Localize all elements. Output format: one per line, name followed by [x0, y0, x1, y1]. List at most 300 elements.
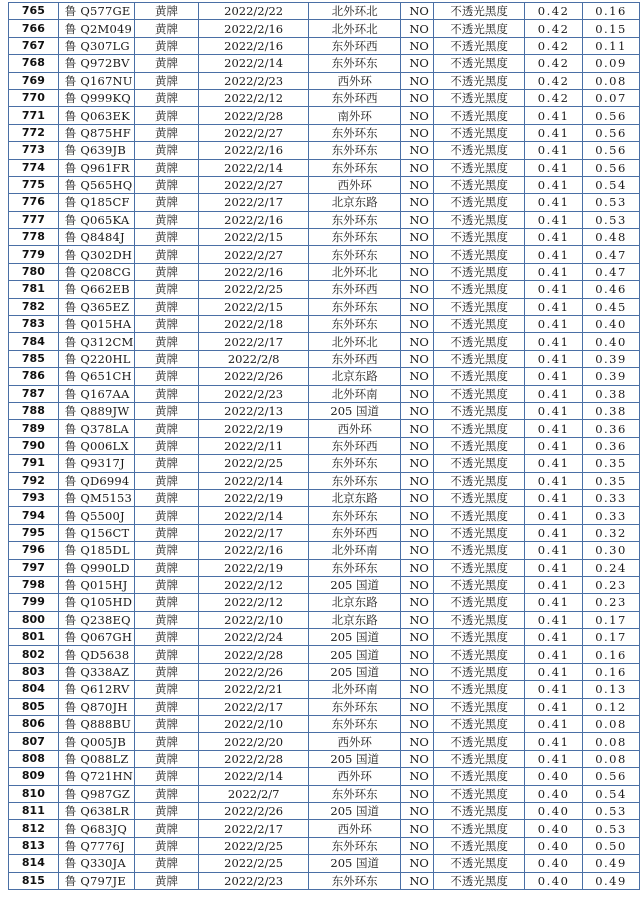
- limit-value-cell: 0.42: [525, 3, 583, 20]
- row-number-cell: 793: [9, 489, 59, 506]
- row-number-cell: 786: [9, 368, 59, 385]
- result-flag-cell: NO: [401, 524, 434, 541]
- row-number-cell: 772: [9, 124, 59, 141]
- row-number-cell: 782: [9, 298, 59, 315]
- measured-value-cell: 0.38: [583, 402, 640, 419]
- test-item-cell: 不透光黑度: [434, 663, 525, 680]
- location-cell: 205 国道: [309, 855, 401, 872]
- result-flag-cell: NO: [401, 437, 434, 454]
- test-item-cell: 不透光黑度: [434, 559, 525, 576]
- limit-value-cell: 0.41: [525, 681, 583, 698]
- limit-value-cell: 0.41: [525, 316, 583, 333]
- plate-color-cell: 黄牌: [134, 350, 199, 367]
- result-flag-cell: NO: [401, 316, 434, 333]
- measured-value-cell: 0.11: [583, 37, 640, 54]
- plate-number-cell: 鲁 Q330JA: [58, 855, 134, 872]
- measured-value-cell: 0.47: [583, 246, 640, 263]
- result-flag-cell: NO: [401, 107, 434, 124]
- limit-value-cell: 0.41: [525, 211, 583, 228]
- result-flag-cell: NO: [401, 194, 434, 211]
- test-item-cell: 不透光黑度: [434, 211, 525, 228]
- result-flag-cell: NO: [401, 594, 434, 611]
- result-flag-cell: NO: [401, 542, 434, 559]
- plate-number-cell: 鲁 Q167NU: [58, 72, 134, 89]
- measured-value-cell: 0.24: [583, 559, 640, 576]
- plate-number-cell: 鲁 Q063EK: [58, 107, 134, 124]
- limit-value-cell: 0.41: [525, 524, 583, 541]
- measured-value-cell: 0.08: [583, 716, 640, 733]
- location-cell: 西外环: [309, 420, 401, 437]
- row-number-cell: 798: [9, 576, 59, 593]
- plate-number-cell: 鲁 Q638LR: [58, 802, 134, 819]
- test-item-cell: 不透光黑度: [434, 89, 525, 106]
- plate-number-cell: 鲁 Q067GH: [58, 629, 134, 646]
- measured-value-cell: 0.33: [583, 507, 640, 524]
- limit-value-cell: 0.41: [525, 489, 583, 506]
- plate-color-cell: 黄牌: [134, 420, 199, 437]
- plate-number-cell: 鲁 Q006LX: [58, 437, 134, 454]
- location-cell: 西外环: [309, 820, 401, 837]
- location-cell: 东外环东: [309, 455, 401, 472]
- table-row: [9, 298, 640, 315]
- measured-value-cell: 0.48: [583, 229, 640, 246]
- row-number-cell: 778: [9, 229, 59, 246]
- table-row: [9, 802, 640, 819]
- result-flag-cell: NO: [401, 733, 434, 750]
- table-row: [9, 872, 640, 889]
- result-flag-cell: NO: [401, 489, 434, 506]
- plate-color-cell: 黄牌: [134, 333, 199, 350]
- table-row: [9, 124, 640, 141]
- limit-value-cell: 0.42: [525, 72, 583, 89]
- test-item-cell: 不透光黑度: [434, 298, 525, 315]
- location-cell: 西外环: [309, 176, 401, 193]
- plate-color-cell: 黄牌: [134, 263, 199, 280]
- result-flag-cell: NO: [401, 559, 434, 576]
- plate-number-cell: 鲁 Q208CG: [58, 263, 134, 280]
- inspection-date-cell: 2022/2/14: [199, 55, 309, 72]
- table-row: [9, 472, 640, 489]
- result-flag-cell: NO: [401, 211, 434, 228]
- table-row: [9, 281, 640, 298]
- plate-color-cell: 黄牌: [134, 837, 199, 854]
- inspection-date-cell: 2022/2/25: [199, 281, 309, 298]
- inspection-date-cell: 2022/2/12: [199, 594, 309, 611]
- inspection-date-cell: 2022/2/23: [199, 872, 309, 889]
- measured-value-cell: 0.36: [583, 420, 640, 437]
- row-number-cell: 783: [9, 316, 59, 333]
- inspection-date-cell: 2022/2/8: [199, 350, 309, 367]
- measured-value-cell: 0.07: [583, 89, 640, 106]
- plate-number-cell: 鲁 Q999KQ: [58, 89, 134, 106]
- limit-value-cell: 0.42: [525, 89, 583, 106]
- row-number-cell: 780: [9, 263, 59, 280]
- result-flag-cell: NO: [401, 750, 434, 767]
- row-number-cell: 804: [9, 681, 59, 698]
- measured-value-cell: 0.12: [583, 698, 640, 715]
- measured-value-cell: 0.30: [583, 542, 640, 559]
- test-item-cell: 不透光黑度: [434, 820, 525, 837]
- table-row: [9, 159, 640, 176]
- table-row: [9, 489, 640, 506]
- table-row: [9, 646, 640, 663]
- table-row: [9, 316, 640, 333]
- plate-color-cell: 黄牌: [134, 211, 199, 228]
- limit-value-cell: 0.41: [525, 368, 583, 385]
- result-flag-cell: NO: [401, 298, 434, 315]
- limit-value-cell: 0.41: [525, 281, 583, 298]
- inspection-date-cell: 2022/2/28: [199, 646, 309, 663]
- table-row: [9, 733, 640, 750]
- plate-color-cell: 黄牌: [134, 559, 199, 576]
- inspection-date-cell: 2022/2/16: [199, 20, 309, 37]
- result-flag-cell: NO: [401, 89, 434, 106]
- measured-value-cell: 0.54: [583, 785, 640, 802]
- test-item-cell: 不透光黑度: [434, 3, 525, 20]
- limit-value-cell: 0.41: [525, 246, 583, 263]
- test-item-cell: 不透光黑度: [434, 785, 525, 802]
- test-item-cell: 不透光黑度: [434, 750, 525, 767]
- test-item-cell: 不透光黑度: [434, 316, 525, 333]
- plate-color-cell: 黄牌: [134, 37, 199, 54]
- plate-number-cell: 鲁 Q307LG: [58, 37, 134, 54]
- location-cell: 东外环东: [309, 316, 401, 333]
- table-row: [9, 542, 640, 559]
- table-row: [9, 72, 640, 89]
- limit-value-cell: 0.41: [525, 159, 583, 176]
- row-number-cell: 794: [9, 507, 59, 524]
- location-cell: 东外环西: [309, 37, 401, 54]
- measured-value-cell: 0.17: [583, 629, 640, 646]
- table-row: [9, 559, 640, 576]
- plate-color-cell: 黄牌: [134, 611, 199, 628]
- inspection-date-cell: 2022/2/12: [199, 576, 309, 593]
- plate-color-cell: 黄牌: [134, 385, 199, 402]
- result-flag-cell: NO: [401, 698, 434, 715]
- test-item-cell: 不透光黑度: [434, 72, 525, 89]
- plate-number-cell: 鲁 Q990LD: [58, 559, 134, 576]
- plate-number-cell: 鲁 Q987GZ: [58, 785, 134, 802]
- measured-value-cell: 0.15: [583, 20, 640, 37]
- measured-value-cell: 0.32: [583, 524, 640, 541]
- table-row: [9, 263, 640, 280]
- plate-color-cell: 黄牌: [134, 489, 199, 506]
- test-item-cell: 不透光黑度: [434, 698, 525, 715]
- test-item-cell: 不透光黑度: [434, 37, 525, 54]
- location-cell: 西外环: [309, 768, 401, 785]
- plate-color-cell: 黄牌: [134, 142, 199, 159]
- inspection-date-cell: 2022/2/16: [199, 37, 309, 54]
- limit-value-cell: 0.41: [525, 229, 583, 246]
- location-cell: 东外环东: [309, 472, 401, 489]
- table-row: [9, 176, 640, 193]
- test-item-cell: 不透光黑度: [434, 176, 525, 193]
- plate-number-cell: 鲁 Q797JE: [58, 872, 134, 889]
- result-flag-cell: NO: [401, 385, 434, 402]
- measured-value-cell: 0.09: [583, 55, 640, 72]
- plate-color-cell: 黄牌: [134, 194, 199, 211]
- row-number-cell: 790: [9, 437, 59, 454]
- location-cell: 东外环东: [309, 716, 401, 733]
- row-number-cell: 797: [9, 559, 59, 576]
- result-flag-cell: NO: [401, 124, 434, 141]
- plate-number-cell: 鲁 Q662EB: [58, 281, 134, 298]
- row-number-cell: 769: [9, 72, 59, 89]
- plate-number-cell: 鲁 Q651CH: [58, 368, 134, 385]
- test-item-cell: 不透光黑度: [434, 837, 525, 854]
- result-flag-cell: NO: [401, 142, 434, 159]
- plate-number-cell: 鲁 Q185DL: [58, 542, 134, 559]
- test-item-cell: 不透光黑度: [434, 524, 525, 541]
- plate-color-cell: 黄牌: [134, 55, 199, 72]
- limit-value-cell: 0.41: [525, 124, 583, 141]
- limit-value-cell: 0.40: [525, 837, 583, 854]
- test-item-cell: 不透光黑度: [434, 55, 525, 72]
- test-item-cell: 不透光黑度: [434, 350, 525, 367]
- plate-color-cell: 黄牌: [134, 820, 199, 837]
- location-cell: 北外环南: [309, 385, 401, 402]
- inspection-date-cell: 2022/2/14: [199, 768, 309, 785]
- row-number-cell: 808: [9, 750, 59, 767]
- result-flag-cell: NO: [401, 611, 434, 628]
- inspection-date-cell: 2022/2/28: [199, 750, 309, 767]
- plate-number-cell: 鲁 Q238EQ: [58, 611, 134, 628]
- table-body: [9, 3, 640, 890]
- limit-value-cell: 0.41: [525, 176, 583, 193]
- plate-number-cell: 鲁 Q565HQ: [58, 176, 134, 193]
- location-cell: 南外环: [309, 107, 401, 124]
- location-cell: 东外环东: [309, 55, 401, 72]
- plate-number-cell: 鲁 Q639JB: [58, 142, 134, 159]
- plate-number-cell: 鲁 Q2M049: [58, 20, 134, 37]
- location-cell: 北京东路: [309, 489, 401, 506]
- inspection-date-cell: 2022/2/14: [199, 159, 309, 176]
- test-item-cell: 不透光黑度: [434, 716, 525, 733]
- limit-value-cell: 0.41: [525, 733, 583, 750]
- limit-value-cell: 0.41: [525, 750, 583, 767]
- measured-value-cell: 0.40: [583, 333, 640, 350]
- limit-value-cell: 0.41: [525, 107, 583, 124]
- measured-value-cell: 0.45: [583, 298, 640, 315]
- inspection-date-cell: 2022/2/20: [199, 733, 309, 750]
- table-row: [9, 20, 640, 37]
- measured-value-cell: 0.16: [583, 663, 640, 680]
- plate-color-cell: 黄牌: [134, 368, 199, 385]
- inspection-date-cell: 2022/2/28: [199, 107, 309, 124]
- result-flag-cell: NO: [401, 716, 434, 733]
- location-cell: 东外环东: [309, 837, 401, 854]
- result-flag-cell: NO: [401, 246, 434, 263]
- plate-color-cell: 黄牌: [134, 107, 199, 124]
- plate-number-cell: 鲁 Q185CF: [58, 194, 134, 211]
- plate-number-cell: 鲁 Q065KA: [58, 211, 134, 228]
- inspection-date-cell: 2022/2/25: [199, 837, 309, 854]
- plate-number-cell: 鲁 Q088LZ: [58, 750, 134, 767]
- measured-value-cell: 0.33: [583, 489, 640, 506]
- row-number-cell: 801: [9, 629, 59, 646]
- row-number-cell: 809: [9, 768, 59, 785]
- limit-value-cell: 0.41: [525, 455, 583, 472]
- table-row: [9, 142, 640, 159]
- row-number-cell: 785: [9, 350, 59, 367]
- measured-value-cell: 0.56: [583, 142, 640, 159]
- location-cell: 北外环南: [309, 681, 401, 698]
- row-number-cell: 766: [9, 20, 59, 37]
- measured-value-cell: 0.08: [583, 733, 640, 750]
- result-flag-cell: NO: [401, 785, 434, 802]
- plate-number-cell: 鲁 Q378LA: [58, 420, 134, 437]
- location-cell: 东外环东: [309, 246, 401, 263]
- test-item-cell: 不透光黑度: [434, 194, 525, 211]
- row-number-cell: 802: [9, 646, 59, 663]
- measured-value-cell: 0.56: [583, 768, 640, 785]
- inspection-date-cell: 2022/2/17: [199, 698, 309, 715]
- plate-color-cell: 黄牌: [134, 402, 199, 419]
- location-cell: 东外环东: [309, 872, 401, 889]
- inspection-date-cell: 2022/2/16: [199, 263, 309, 280]
- test-item-cell: 不透光黑度: [434, 594, 525, 611]
- row-number-cell: 768: [9, 55, 59, 72]
- row-number-cell: 795: [9, 524, 59, 541]
- inspection-date-cell: 2022/2/14: [199, 472, 309, 489]
- row-number-cell: 787: [9, 385, 59, 402]
- result-flag-cell: NO: [401, 368, 434, 385]
- inspection-date-cell: 2022/2/13: [199, 402, 309, 419]
- plate-color-cell: 黄牌: [134, 646, 199, 663]
- plate-number-cell: 鲁 Q167AA: [58, 385, 134, 402]
- result-flag-cell: NO: [401, 402, 434, 419]
- plate-color-cell: 黄牌: [134, 802, 199, 819]
- plate-number-cell: 鲁 Q312CM: [58, 333, 134, 350]
- row-number-cell: 788: [9, 402, 59, 419]
- inspection-date-cell: 2022/2/16: [199, 542, 309, 559]
- result-flag-cell: NO: [401, 333, 434, 350]
- location-cell: 205 国道: [309, 629, 401, 646]
- plate-number-cell: 鲁 Q889JW: [58, 402, 134, 419]
- plate-color-cell: 黄牌: [134, 768, 199, 785]
- location-cell: 西外环: [309, 733, 401, 750]
- inspection-date-cell: 2022/2/27: [199, 124, 309, 141]
- location-cell: 北外环北: [309, 333, 401, 350]
- plate-number-cell: 鲁 Q577GE: [58, 3, 134, 20]
- table-row: [9, 368, 640, 385]
- inspection-date-cell: 2022/2/24: [199, 629, 309, 646]
- test-item-cell: 不透光黑度: [434, 802, 525, 819]
- plate-color-cell: 黄牌: [134, 716, 199, 733]
- test-item-cell: 不透光黑度: [434, 611, 525, 628]
- location-cell: 东外环东: [309, 124, 401, 141]
- plate-color-cell: 黄牌: [134, 124, 199, 141]
- result-flag-cell: NO: [401, 420, 434, 437]
- plate-number-cell: 鲁 Q888BU: [58, 716, 134, 733]
- limit-value-cell: 0.42: [525, 20, 583, 37]
- inspection-date-cell: 2022/2/15: [199, 298, 309, 315]
- table-row: [9, 681, 640, 698]
- table-row: [9, 229, 640, 246]
- measured-value-cell: 0.35: [583, 472, 640, 489]
- limit-value-cell: 0.41: [525, 350, 583, 367]
- row-number-cell: 789: [9, 420, 59, 437]
- limit-value-cell: 0.40: [525, 802, 583, 819]
- test-item-cell: 不透光黑度: [434, 542, 525, 559]
- plate-color-cell: 黄牌: [134, 298, 199, 315]
- test-item-cell: 不透光黑度: [434, 437, 525, 454]
- limit-value-cell: 0.41: [525, 472, 583, 489]
- plate-color-cell: 黄牌: [134, 576, 199, 593]
- table-row: [9, 211, 640, 228]
- row-number-cell: 771: [9, 107, 59, 124]
- table-row: [9, 507, 640, 524]
- plate-color-cell: 黄牌: [134, 681, 199, 698]
- result-flag-cell: NO: [401, 646, 434, 663]
- location-cell: 北京东路: [309, 194, 401, 211]
- limit-value-cell: 0.41: [525, 716, 583, 733]
- location-cell: 东外环东: [309, 785, 401, 802]
- result-flag-cell: NO: [401, 663, 434, 680]
- result-flag-cell: NO: [401, 350, 434, 367]
- location-cell: 北外环北: [309, 20, 401, 37]
- test-item-cell: 不透光黑度: [434, 159, 525, 176]
- limit-value-cell: 0.41: [525, 663, 583, 680]
- plate-number-cell: 鲁 Q875HF: [58, 124, 134, 141]
- table-row: [9, 89, 640, 106]
- location-cell: 东外环西: [309, 437, 401, 454]
- limit-value-cell: 0.40: [525, 872, 583, 889]
- table-row: [9, 194, 640, 211]
- location-cell: 205 国道: [309, 663, 401, 680]
- test-item-cell: 不透光黑度: [434, 229, 525, 246]
- limit-value-cell: 0.41: [525, 646, 583, 663]
- plate-number-cell: 鲁 Q961FR: [58, 159, 134, 176]
- result-flag-cell: NO: [401, 837, 434, 854]
- test-item-cell: 不透光黑度: [434, 368, 525, 385]
- plate-number-cell: 鲁 Q8484J: [58, 229, 134, 246]
- plate-number-cell: 鲁 Q015HA: [58, 316, 134, 333]
- measured-value-cell: 0.16: [583, 3, 640, 20]
- row-number-cell: 781: [9, 281, 59, 298]
- inspection-date-cell: 2022/2/21: [199, 681, 309, 698]
- row-number-cell: 777: [9, 211, 59, 228]
- plate-color-cell: 黄牌: [134, 176, 199, 193]
- inspection-date-cell: 2022/2/10: [199, 611, 309, 628]
- row-number-cell: 775: [9, 176, 59, 193]
- plate-number-cell: 鲁 QD5638: [58, 646, 134, 663]
- limit-value-cell: 0.41: [525, 576, 583, 593]
- row-number-cell: 791: [9, 455, 59, 472]
- plate-color-cell: 黄牌: [134, 750, 199, 767]
- location-cell: 北京东路: [309, 368, 401, 385]
- measured-value-cell: 0.17: [583, 611, 640, 628]
- location-cell: 东外环西: [309, 350, 401, 367]
- result-flag-cell: NO: [401, 820, 434, 837]
- test-item-cell: 不透光黑度: [434, 455, 525, 472]
- measured-value-cell: 0.56: [583, 124, 640, 141]
- location-cell: 205 国道: [309, 802, 401, 819]
- limit-value-cell: 0.41: [525, 385, 583, 402]
- table-row: [9, 594, 640, 611]
- inspection-date-cell: 2022/2/15: [199, 229, 309, 246]
- table-row: [9, 402, 640, 419]
- table-row: [9, 750, 640, 767]
- inspection-date-cell: 2022/2/17: [199, 820, 309, 837]
- table-row: [9, 246, 640, 263]
- plate-number-cell: 鲁 Q156CT: [58, 524, 134, 541]
- table-row: [9, 663, 640, 680]
- test-item-cell: 不透光黑度: [434, 124, 525, 141]
- table-row: [9, 455, 640, 472]
- inspection-date-cell: 2022/2/17: [199, 524, 309, 541]
- row-number-cell: 815: [9, 872, 59, 889]
